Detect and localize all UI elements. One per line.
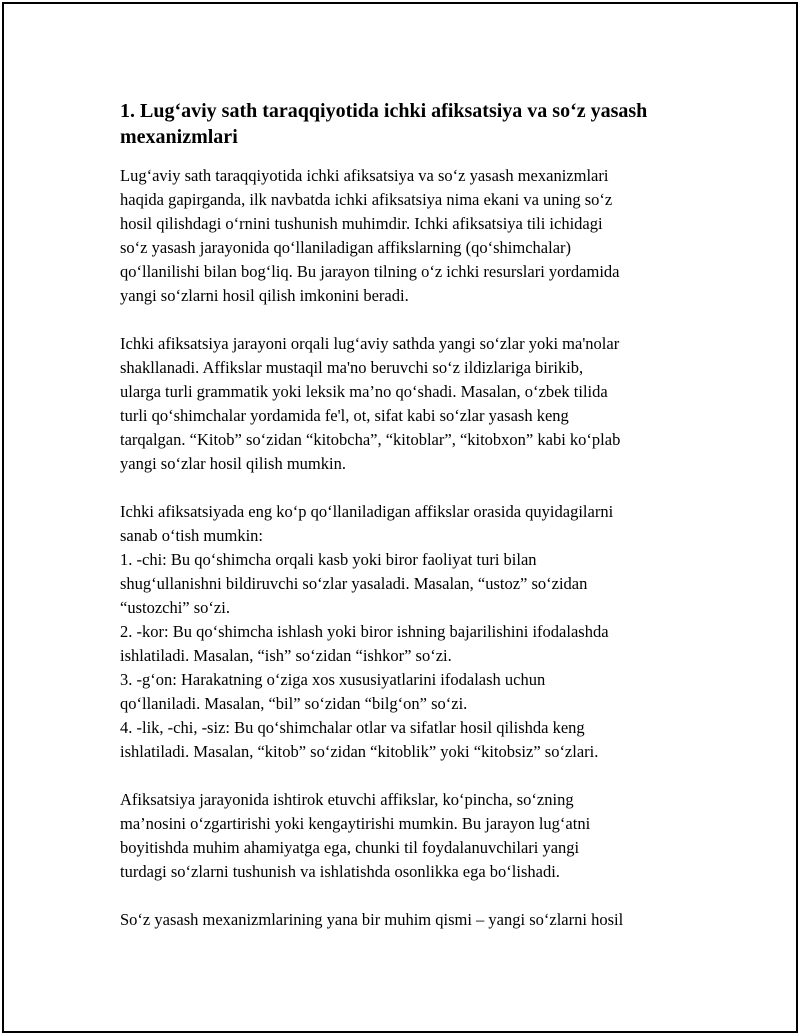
list-item-line: shug‘ullanishni bildiruvchi so‘zlar yasaladi. Masalan, “ustoz” so‘zidan xyxy=(120,574,588,593)
list-item-line: qo‘llaniladi. Masalan, “bil” so‘zidan “bilg‘on” so‘zi. xyxy=(120,694,468,713)
list-item-line: 1. -chi: Bu qo‘shimcha orqali kasb yoki biror faoliyat turi bilan xyxy=(120,550,537,569)
text-line: ularga turli grammatik yoki leksik ma’no qo‘shadi. Masalan, o‘zbek tilida xyxy=(120,382,608,401)
text-line: hosil qilishdagi o‘rnini tushunish muhimdir. Ichki afiksatsiya tili ichidagi xyxy=(120,214,603,233)
text-line: haqida gapirganda, ilk navbatda ichki afiksatsiya nima ekani va uning so‘z xyxy=(120,190,613,209)
paragraph-affix-list xyxy=(120,500,700,764)
text-line: ma’nosini o‘zgartirishi yoki kengaytirishi mumkin. Bu jarayon lug‘atni xyxy=(120,814,591,833)
text-line: yangi so‘zlar hosil qilish mumkin. xyxy=(120,454,346,473)
text-line: shakllanadi. Affikslar mustaqil ma'no beruvchi so‘z ildizlariga birikib, xyxy=(120,358,584,377)
paragraph-meaning xyxy=(120,788,700,884)
text-line: so‘z yasash jarayonida qo‘llaniladigan affikslarning (qo‘shimchalar) xyxy=(120,238,572,257)
text-line: sanab o‘tish mumkin: xyxy=(120,526,263,545)
title-line: 1. Lug‘aviy sath taraqqiyotida ichki afiksatsiya va so‘z yasash xyxy=(120,100,648,122)
page-frame xyxy=(2,2,798,1033)
text-line: tarqalgan. “Kitob” so‘zidan “kitobcha”, “kitoblar”, “kitobxon” kabi ko‘plab xyxy=(120,430,621,449)
paragraph-continuation xyxy=(120,908,700,932)
text-line: Ichki afiksatsiyada eng ko‘p qo‘llaniladigan affikslar orasida quyidagilarni xyxy=(120,502,614,521)
text-line: turli qo‘shimchalar yordamida fe'l, ot, sifat kabi so‘zlar yasash keng xyxy=(120,406,569,425)
text-line: turdagi so‘zlarni tushunish va ishlatishda osonlikka ega bo‘lishadi. xyxy=(120,862,560,881)
list-item-line: 2. -kor: Bu qo‘shimcha ishlash yoki biror ishning bajarilishini ifodalashda xyxy=(120,622,609,641)
text-line: boyitishda muhim ahamiyatga ega, chunki til foydalanuvchilari yangi xyxy=(120,838,580,857)
list-item-line: ishlatiladi. Masalan, “kitob” so‘zidan “kitoblik” yoki “kitobsiz” so‘zlari. xyxy=(120,742,599,761)
title-line: mexanizmlari xyxy=(120,126,238,148)
document-title xyxy=(120,98,700,150)
list-item-line: “ustozchi” so‘zi. xyxy=(120,598,230,617)
text-line: Lug‘aviy sath taraqqiyotida ichki afiksatsiya va so‘z yasash mexanizmlari xyxy=(120,166,609,185)
paragraph-intro xyxy=(120,164,700,308)
list-item-line: 3. -g‘on: Harakatning o‘ziga xos xususiyatlarini ifodalash uchun xyxy=(120,670,546,689)
text-line: yangi so‘zlarni hosil qilish imkonini beradi. xyxy=(120,286,409,305)
list-item-line: 4. -lik, -chi, -siz: Bu qo‘shimchalar otlar va sifatlar hosil qilishda keng xyxy=(120,718,585,737)
text-line: qo‘llanilishi bilan bog‘liq. Bu jarayon tilning o‘z ichki resurslari yordamida xyxy=(120,262,620,281)
text-line: Ichki afiksatsiya jarayoni orqali lug‘aviy sathda yangi so‘zlar yoki ma'nolar xyxy=(120,334,620,353)
document-body xyxy=(120,98,700,956)
text-line: Afiksatsiya jarayonida ishtirok etuvchi affikslar, ko‘pincha, so‘zning xyxy=(120,790,574,809)
paragraph-process xyxy=(120,332,700,476)
list-item-line: ishlatiladi. Masalan, “ish” so‘zidan “ishkor” so‘zi. xyxy=(120,646,452,665)
text-line: So‘z yasash mexanizmlarining yana bir muhim qismi – yangi so‘zlarni hosil xyxy=(120,910,624,929)
